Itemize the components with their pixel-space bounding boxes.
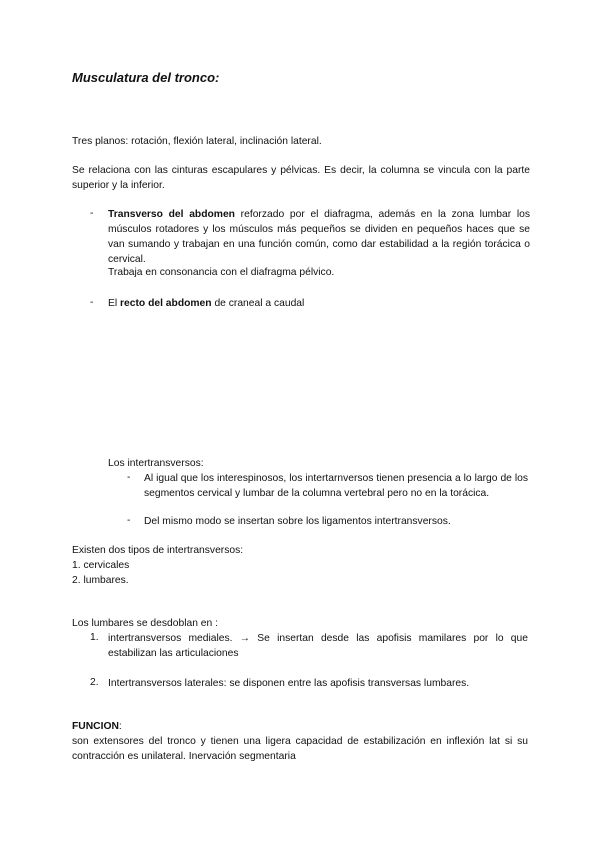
sub-bullet-marker: - [127, 515, 131, 526]
relation-text: Se relaciona con las cinturas escapulares y pélvicas. Es decir, la columna se vincula con la parte superior y la inferior. [72, 165, 530, 191]
list-number: 2. [90, 677, 99, 688]
funcion-heading [72, 719, 122, 734]
planes-text: Tres planos: rotación, flexión lateral, inclinación lateral. [72, 136, 322, 147]
bullet-body: de craneal a caudal [211, 298, 305, 309]
sub-bullet-marker: - [127, 472, 131, 483]
bullet-marker: - [90, 297, 94, 308]
funcion-text: son extensores del tronco y tienen una ligera capacidad de estabilización en inflexión lat si su contracción es unilateral. Inervación segmentaria [72, 736, 528, 762]
tipos-item: 2. lumbares. [72, 575, 129, 586]
list-number: 1. [90, 632, 99, 643]
bullet-marker: - [90, 208, 94, 219]
intertransversos-item: Del mismo modo se insertan sobre los ligamentos intertransversos. [144, 516, 451, 527]
tipos-item: 1. cervicales [72, 560, 130, 571]
intertransversos-item: Al igual que los interespinosos, los intertarnversos tienen presencia a lo largo de los segmentos cervical y lumbar de la columna vertebral pero no en la torácica. [144, 473, 528, 499]
page-title: Musculatura del tronco: [72, 70, 220, 85]
funcion-colon: : [118, 721, 122, 732]
intertransversos-heading: Los intertransversos: [108, 458, 204, 469]
funcion-label: FUNCION [72, 721, 119, 732]
bullet-extra: Trabaja en consonancia con el diafragma pélvico. [108, 267, 335, 278]
bullet-body: reforzado por el diafragma, además en la zona lumbar los músculos rotadores y los músculos más pequeños se dividen en pequeños haces que se van sumando y trabajan en una función común, como dar estabilidad a la región torácica o cervical. [108, 209, 530, 265]
bullet-prefix: El [108, 298, 121, 309]
lumbares-heading: Los lumbares se desdoblan en : [72, 618, 218, 629]
lumbares-item: Intertransversos laterales: se disponen entre las apofisis transversas lumbares. [108, 678, 470, 689]
lumbares-item: intertransversos mediales. → Se insertan desde las apofisis mamilares por lo que estabilizan las articulaciones [108, 633, 528, 659]
bullet-bold-term: Transverso del abdomen [108, 209, 235, 220]
bullet-bold-term: recto del abdomen [120, 298, 212, 309]
bullet-recto [108, 296, 530, 311]
bullet-transverso [108, 207, 530, 267]
tipos-heading: Existen dos tipos de intertransversos: [72, 545, 244, 556]
